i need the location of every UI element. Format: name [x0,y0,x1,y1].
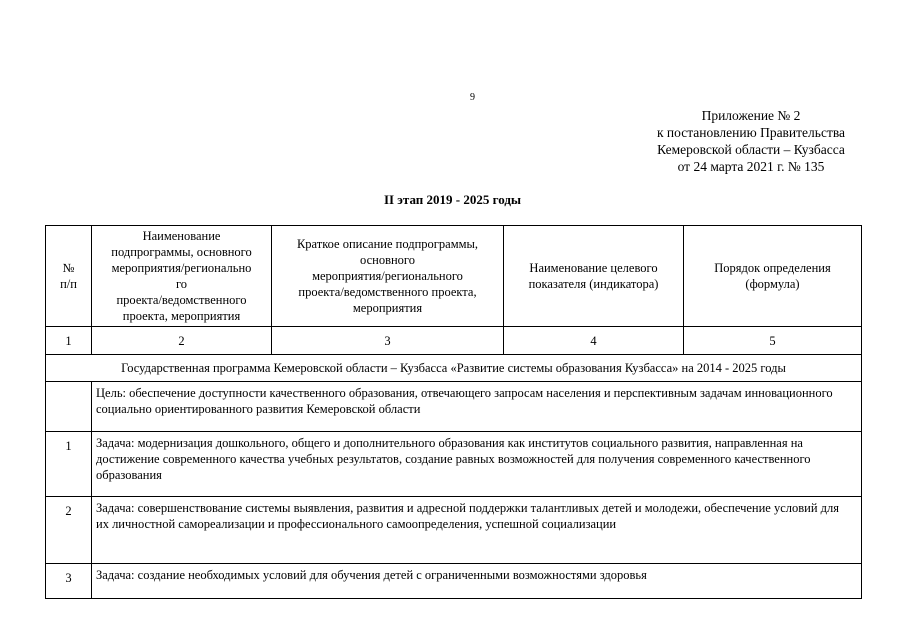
header-cell-name [92,226,272,327]
task-text: Задача: модернизация дошкольного, общего и дополнительного образования как институтов социального развития, направленная на достижение современного качества учебных результатов, создание равных возможностей для получения современного качественного образования [92,432,862,497]
header-name-line: мероприятия/регионально [111,261,252,275]
column-number: 4 [504,327,684,355]
header-formula-line: (формула) [745,277,800,291]
table-row [46,432,862,497]
header-name-line: го [175,277,188,291]
column-number: 2 [92,327,272,355]
header-cell-description [272,226,504,327]
stage-title: II этап 2019 - 2025 годы [383,192,522,207]
program-title-row [46,355,862,382]
column-number: 1 [46,327,92,355]
task-number: 3 [46,564,92,599]
header-indicator-line: Наименование целевого [529,261,658,275]
header-indicator-line: показателя (индикатора) [528,277,659,291]
program-table [45,225,862,599]
task-text: Задача: создание необходимых условий для обучения детей с ограниченными возможностями здоровья [92,564,862,599]
appendix-block [620,107,882,175]
header-description-line: мероприятия/регионального [312,269,463,283]
table-row [46,564,862,599]
header-name-line: Наименование [142,229,221,243]
column-number-row [46,327,862,355]
header-number-line: № [62,261,75,275]
header-name-line: подпрограммы, основного [111,245,252,259]
appendix-line-1: Приложение № 2 [701,108,801,123]
goal-row [46,382,862,432]
task-number: 2 [46,497,92,564]
header-description-line: проекта/ведомственного проекта, [298,285,477,299]
goal-text: Цель: обеспечение доступности качественного образования, отвечающего запросам населения и перспективным задачам инновационного социально ориентированного развития Кемеровской области [92,382,862,432]
page-number: 9 [470,92,475,103]
table-row [46,497,862,564]
appendix-line-2: к постановлению Правительства [656,125,846,140]
header-description-line: мероприятия [352,301,423,315]
header-cell-indicator [504,226,684,327]
header-name-line: проекта/ведомственного [116,293,247,307]
column-number: 5 [684,327,862,355]
appendix-line-4: от 24 марта 2021 г. № 135 [677,159,825,174]
appendix-line-3: Кемеровской области – Кузбасса [657,142,845,157]
table-header-row [46,226,862,327]
header-cell-number [46,226,92,327]
program-title: Государственная программа Кемеровской области – Кузбасса «Развитие системы образования Кузбасса» на 2014 - 2025 годы [46,355,862,382]
task-number: 1 [46,432,92,497]
header-number-line: п/п [60,277,77,291]
column-number: 3 [272,327,504,355]
header-cell-formula [684,226,862,327]
header-description-line: основного [360,253,415,267]
header-formula-line: Порядок определения [714,261,831,275]
goal-number [46,382,92,432]
header-name-line: проекта, мероприятия [122,309,241,323]
header-description-line: Краткое описание подпрограммы, [296,237,479,251]
task-text: Задача: совершенствование системы выявления, развития и адресной поддержки талантливых детей и молодежи, обеспечение условий для их личностной самореализации и профессионального самоопределения, успешной социализации [92,497,862,564]
